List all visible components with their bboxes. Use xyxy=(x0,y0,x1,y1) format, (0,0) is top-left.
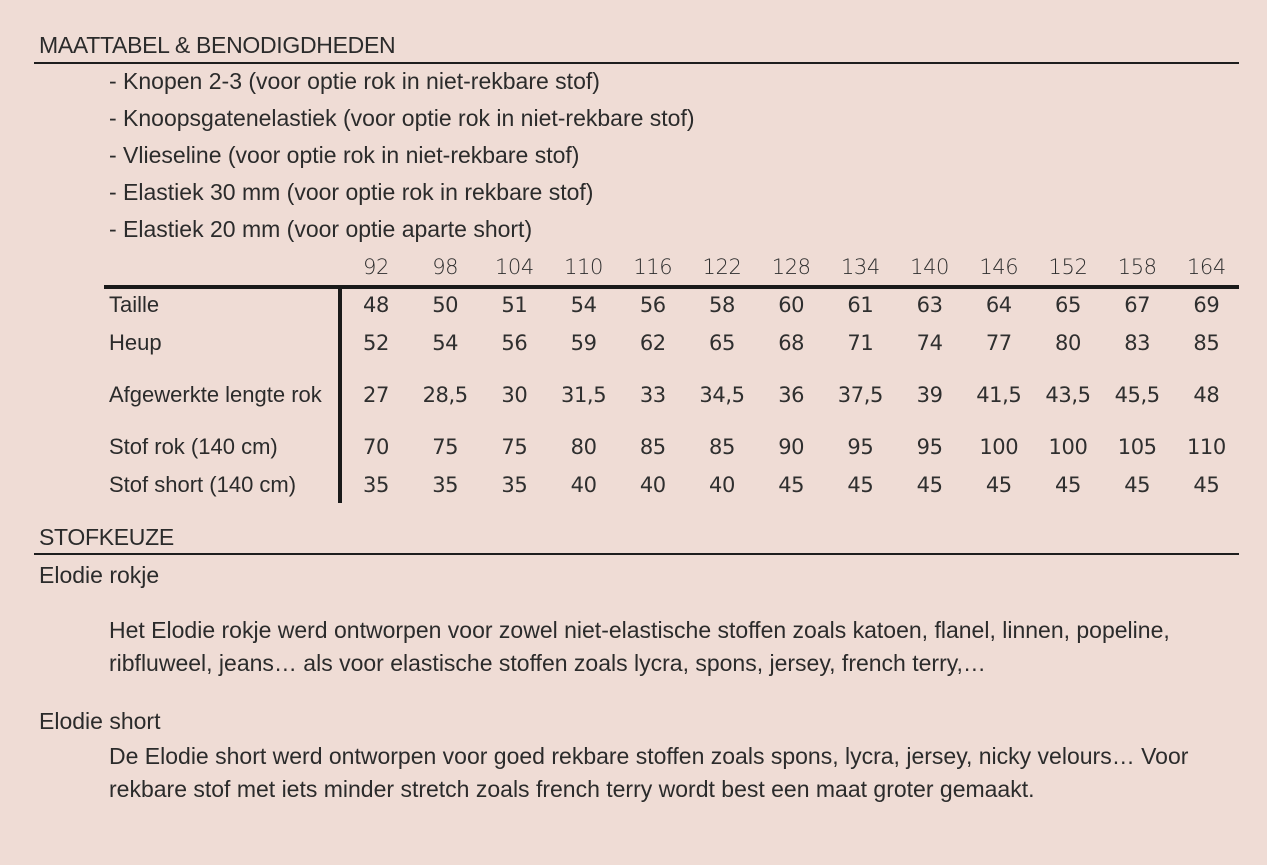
table-cell: 36 xyxy=(778,383,805,407)
table-cell: 50 xyxy=(432,293,459,317)
table-cell: 59 xyxy=(570,331,597,355)
table-cell: 40 xyxy=(570,473,597,497)
table-cell: 69 xyxy=(1193,293,1220,317)
supply-item: - Knoopsgatenelastiek (voor optie rok in niet-rekbare stof) xyxy=(109,105,695,131)
table-cell: 83 xyxy=(1124,331,1151,355)
table-cell: 30 xyxy=(501,383,528,407)
table-cell: 75 xyxy=(501,435,528,459)
fabric-heading: STOFKEUZE xyxy=(39,524,174,550)
size-header-cell: 110 xyxy=(564,255,604,279)
size-header-cell: 98 xyxy=(432,255,459,279)
table-cell: 54 xyxy=(570,293,597,317)
table-cell: 56 xyxy=(501,331,528,355)
size-header-cell: 116 xyxy=(633,255,673,279)
size-header-cell: 104 xyxy=(494,255,534,279)
size-header-cell: 146 xyxy=(979,255,1019,279)
skirt-description: Het Elodie rokje werd ontworpen voor zowel niet-elastische stoffen zoals katoen, flanel, linnen, popeline, ribfluweel, jeans… als voor elastische stoffen zoals lycra, spons, jersey, french terry,… xyxy=(109,617,1170,676)
table-cell: 71 xyxy=(847,331,874,355)
table-cell: 45 xyxy=(1124,473,1151,497)
table-cell: 65 xyxy=(1055,293,1081,317)
size-table-heading: MAATTABEL & BENODIGDHEDEN xyxy=(39,32,396,58)
row-label: Afgewerkte lengte rok xyxy=(109,382,322,407)
table-cell: 31,5 xyxy=(561,383,607,407)
table-cell: 28,5 xyxy=(422,383,468,407)
table-cell: 77 xyxy=(985,331,1012,355)
table-cell: 45 xyxy=(847,473,874,497)
table-cell: 70 xyxy=(363,435,389,459)
table-cell: 67 xyxy=(1124,293,1151,317)
table-cell: 65 xyxy=(709,331,735,355)
table-cell: 45 xyxy=(985,473,1012,497)
size-header-cell: 158 xyxy=(1117,255,1157,279)
size-header-cell: 152 xyxy=(1048,255,1088,279)
fabric-divider xyxy=(34,553,1239,555)
table-cell: 95 xyxy=(916,435,943,459)
table-cell: 37,5 xyxy=(837,383,883,407)
table-cell: 74 xyxy=(916,331,943,355)
size-header-cell: 128 xyxy=(771,255,811,279)
table-cell: 45 xyxy=(1193,473,1220,497)
table-cell: 62 xyxy=(639,331,666,355)
table-cell: 90 xyxy=(778,435,805,459)
table-cell: 45 xyxy=(916,473,943,497)
row-label: Stof rok (140 cm) xyxy=(109,434,278,459)
table-cell: 80 xyxy=(570,435,597,459)
table-cell: 54 xyxy=(432,331,459,355)
short-description: De Elodie short werd ontworpen voor goed rekbare stoffen zoals spons, lycra, jersey, nicky velours… Voor rekbare stof met iets minder stretch zoals french terry wordt best een maat groter gemaakt. xyxy=(109,743,1189,802)
size-header-cell: 164 xyxy=(1186,255,1226,279)
row-label: Heup xyxy=(109,330,162,355)
table-cell: 61 xyxy=(847,293,874,317)
supply-item: - Elastiek 30 mm (voor optie rok in rekbare stof) xyxy=(109,179,594,205)
table-cell: 35 xyxy=(501,473,528,497)
size-header-cell: 122 xyxy=(702,255,742,279)
table-cell: 105 xyxy=(1117,435,1157,459)
table-cell: 80 xyxy=(1055,331,1081,355)
table-cell: 95 xyxy=(847,435,874,459)
table-cell: 100 xyxy=(979,435,1019,459)
table-cell: 27 xyxy=(363,383,389,407)
table-cell: 48 xyxy=(363,293,389,317)
size-header-cell: 92 xyxy=(363,255,389,279)
table-cell: 85 xyxy=(1193,331,1220,355)
table-cell: 85 xyxy=(639,435,666,459)
table-cell: 45,5 xyxy=(1114,383,1160,407)
table-cell: 64 xyxy=(985,293,1012,317)
table-cell: 34,5 xyxy=(699,383,745,407)
table-cell: 75 xyxy=(432,435,459,459)
supply-item: - Knopen 2-3 (voor optie rok in niet-rekbare stof) xyxy=(109,68,600,94)
table-cell: 68 xyxy=(778,331,805,355)
table-cell: 85 xyxy=(709,435,735,459)
row-label: Stof short (140 cm) xyxy=(109,472,297,497)
size-header-cell: 140 xyxy=(910,255,950,279)
table-cell: 56 xyxy=(639,293,666,317)
supply-item: - Vlieseline (voor optie rok in niet-rekbare stof) xyxy=(109,142,580,168)
table-header-rule xyxy=(104,285,1239,289)
table-cell: 35 xyxy=(432,473,459,497)
table-cell: 48 xyxy=(1193,383,1220,407)
table-cell: 33 xyxy=(639,383,666,407)
short-title: Elodie short xyxy=(39,708,161,734)
heading-divider xyxy=(34,62,1239,64)
table-cell: 51 xyxy=(501,293,528,317)
table-cell: 40 xyxy=(709,473,735,497)
row-label: Taille xyxy=(109,292,160,317)
skirt-title: Elodie rokje xyxy=(39,562,160,588)
table-cell: 100 xyxy=(1048,435,1088,459)
table-cell: 63 xyxy=(916,293,943,317)
table-cell: 110 xyxy=(1186,435,1226,459)
table-cell: 35 xyxy=(363,473,389,497)
size-header-cell: 134 xyxy=(840,255,880,279)
table-cell: 52 xyxy=(363,331,389,355)
table-cell: 41,5 xyxy=(976,383,1022,407)
supply-item: - Elastiek 20 mm (voor optie aparte short) xyxy=(109,216,533,242)
table-cell: 39 xyxy=(916,383,943,407)
table-cell: 60 xyxy=(778,293,805,317)
table-cell: 43,5 xyxy=(1045,383,1091,407)
table-cell: 40 xyxy=(639,473,666,497)
table-cell: 45 xyxy=(778,473,805,497)
table-cell: 58 xyxy=(709,293,735,317)
table-cell: 45 xyxy=(1055,473,1081,497)
